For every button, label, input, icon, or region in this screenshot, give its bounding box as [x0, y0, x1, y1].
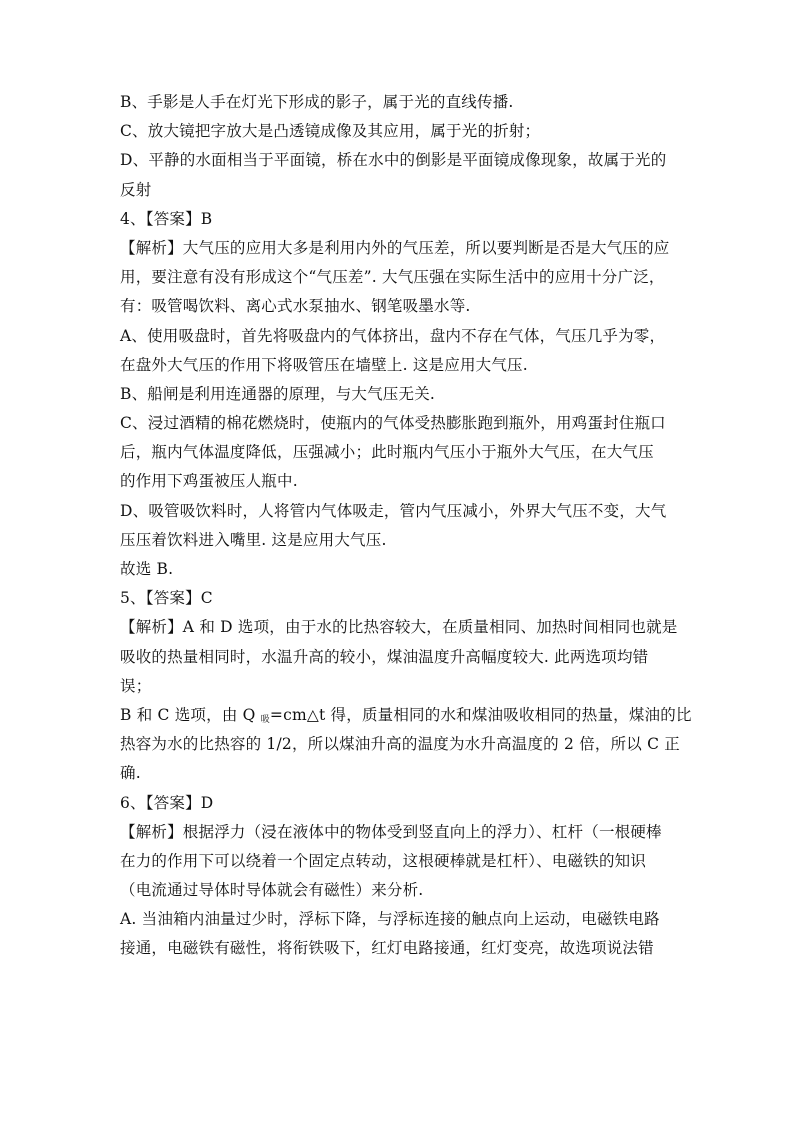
- text-line: 接通，电磁铁有磁性，将衔铁吸下，红灯电路接通，红灯变亮，故选项说法错: [120, 939, 654, 958]
- text-line: 确.: [120, 764, 141, 783]
- text-line: C、浸过酒精的棉花燃烧时，使瓶内的气体受热膨胀跑到瓶外，用鸡蛋封住瓶口: [120, 414, 666, 433]
- formula-text-pre: B 和 C 选项，由 Q: [120, 705, 261, 724]
- text-line: 用，要注意有没有形成这个“气压差”. 大气压强在实际生活中的应用十分广泛，: [120, 268, 665, 287]
- text-line: 【解析】大气压的应用大多是利用内外的气压差，所以要判断是否是大气压的应: [120, 238, 670, 257]
- text-line: 在力的作用下可以绕着一个固定点转动，这根硬棒就是杠杆）、电磁铁的知识: [120, 851, 647, 870]
- text-line: C、放大镜把字放大是凸透镜成像及其应用，属于光的折射；: [120, 122, 541, 141]
- text-line: D、平静的水面相当于平面镜，桥在水中的倒影是平面镜成像现象，故属于光的: [120, 151, 667, 170]
- text-line: 反射: [120, 180, 152, 199]
- text-line: B、船闸是利用连通器的原理，与大气压无关.: [120, 384, 436, 403]
- answer-heading-5: 5、【答案】C: [120, 589, 213, 608]
- text-line: 有：吸管喝饮料、离心式水泵抽水、钢笔吸墨水等.: [120, 297, 471, 316]
- text-line: D、吸管吸饮料时，人将管内气体吸走，管内气压减小，外界大气压不变，大气: [120, 501, 667, 520]
- text-line: 误；: [120, 676, 152, 695]
- text-line: （电流通过导体时导体就会有磁性）来分析.: [120, 881, 424, 900]
- answer-heading-4: 4、【答案】B: [120, 209, 213, 228]
- text-line: B、手影是人手在灯光下形成的影子，属于光的直线传播.: [120, 93, 514, 111]
- text-line: A、使用吸盘时，首先将吸盘内的气体挤出，盘内不存在气体，气压几乎为零，: [120, 326, 666, 345]
- text-line: 压压着饮料进入嘴里. 这是应用大气压.: [120, 530, 387, 549]
- document-page: [120, 88, 692, 964]
- text-line: 在盘外大气压的作用下将吸管压在墙壁上. 这是应用大气压.: [120, 355, 528, 374]
- formula-subscript: 吸: [260, 714, 270, 725]
- formula-line: [120, 701, 692, 730]
- text-line: 吸收的热量相同时，水温升高的较小，煤油温度升高幅度较大. 此两选项均错: [120, 647, 649, 666]
- text-line: 热容为水的比热容的 1/2，所以煤油升高的温度为水升高温度的 2 倍，所以 C 正: [120, 735, 681, 754]
- text-line: A. 当油箱内油量过少时，浮标下降，与浮标连接的触点向上运动，电磁铁电路: [120, 910, 660, 929]
- text-line: 【解析】根据浮力（浸在液体中的物体受到竖直向上的浮力）、杠杆（一根硬棒: [120, 822, 662, 841]
- text-line: 【解析】A 和 D 选项，由于水的比热容较大，在质量相同、加热时间相同也就是: [120, 618, 678, 637]
- text-line: 故选 B.: [120, 560, 174, 578]
- formula-text-post: =cm△t 得，质量相同的水和煤油吸收相同的热量，煤油的比: [269, 705, 692, 724]
- text-line: 后，瓶内气体温度降低，压强减小；此时瓶内气压小于瓶外大气压，在大气压: [120, 443, 654, 462]
- answer-heading-6: 6、【答案】D: [120, 793, 214, 812]
- text-line: 的作用下鸡蛋被压人瓶中.: [120, 472, 298, 491]
